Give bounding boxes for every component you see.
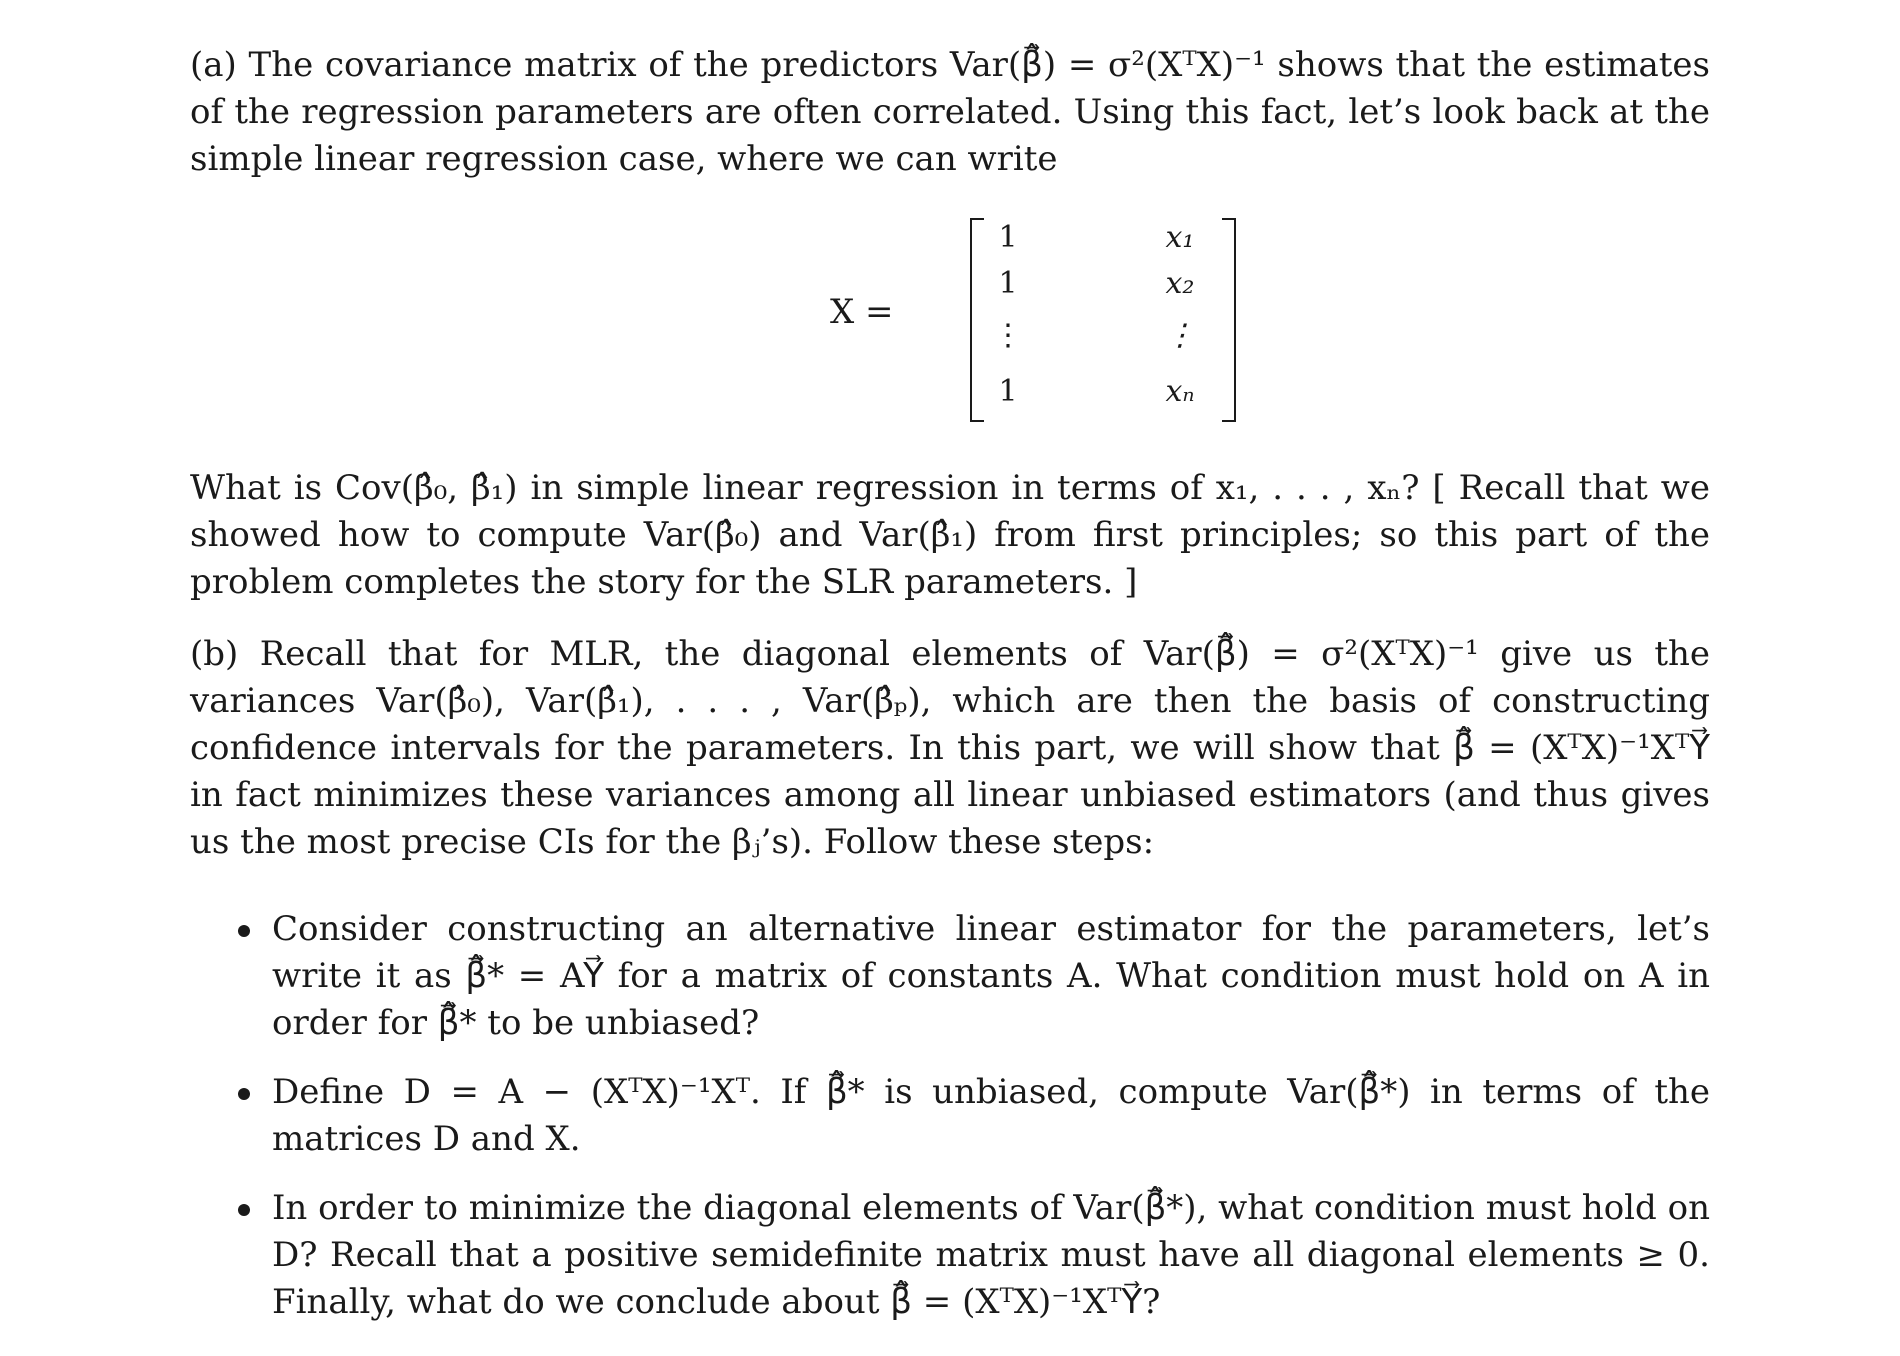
bullet-icon xyxy=(238,925,250,937)
step-text: Define D = A − (XᵀX)⁻¹Xᵀ. If β⃗̂* is unbiased, compute Var(β⃗̂*) in terms of the matrices D and X. xyxy=(272,1072,1710,1159)
bullet-icon xyxy=(238,1088,250,1100)
matrix-right-bracket xyxy=(1222,218,1236,422)
list-item xyxy=(190,1069,1710,1163)
matrix-cell: ⋮ xyxy=(993,318,1023,353)
matrix-cell: 1 xyxy=(998,220,1018,255)
part-a-intro: (a) The covariance matrix of the predictors Var(β⃗̂) = σ²(XᵀX)⁻¹ shows that the estimates of the regression parameters are often correlated. Using this fact, let’s look back at the simple linear regression case, where we can write xyxy=(190,45,1710,179)
step-text: Consider constructing an alternative linear estimator for the parameters, let’s write it as β⃗̂* = AY⃗ for a matrix of constants A. What condition must hold on A in order for β⃗̂* to be unbiased? xyxy=(272,909,1710,1043)
bullet-icon xyxy=(238,1204,250,1216)
design-matrix xyxy=(830,210,1250,430)
matrix-cell: x₂ xyxy=(1165,266,1195,301)
matrix-cell: xₙ xyxy=(1165,374,1195,409)
matrix-cell: ⋮ xyxy=(1165,318,1195,353)
part-a-question: What is Cov(β̂₀, β̂₁) in simple linear regression in terms of x₁, . . . , xₙ? [ Recall that we showed how to compute Var(β̂₀) and Var(β̂₁) from first principles; so this part of the problem completes the story for the SLR parameters. ] xyxy=(190,468,1710,602)
step-text: In order to minimize the diagonal elements of Var(β⃗̂*), what condition must hold on D? Recall that a positive semidefinite matrix must have all diagonal elements ≥ 0. Finally, what do we conclude about β⃗̂ = (XᵀX)⁻¹XᵀY⃗? xyxy=(272,1188,1710,1322)
list-item xyxy=(190,906,1710,1047)
matrix-lhs: X = xyxy=(830,292,894,332)
step-list xyxy=(190,906,1710,1348)
list-item xyxy=(190,1185,1710,1326)
matrix-cell: x₁ xyxy=(1165,220,1195,255)
matrix-cell: 1 xyxy=(998,374,1018,409)
matrix-cell: 1 xyxy=(998,266,1018,301)
part-b-intro: (b) Recall that for MLR, the diagonal elements of Var(β⃗̂) = σ²(XᵀX)⁻¹ give us the variances Var(β̂₀), Var(β̂₁), . . . , Var(β̂ₚ), which are then the basis of constructing confidence intervals for the parameters. In this part, we will show that β⃗̂ = (XᵀX)⁻¹XᵀY⃗ in fact minimizes these variances among all linear unbiased estimators (and thus gives us the most precise CIs for the βⱼ’s). Follow these steps: xyxy=(190,634,1710,862)
